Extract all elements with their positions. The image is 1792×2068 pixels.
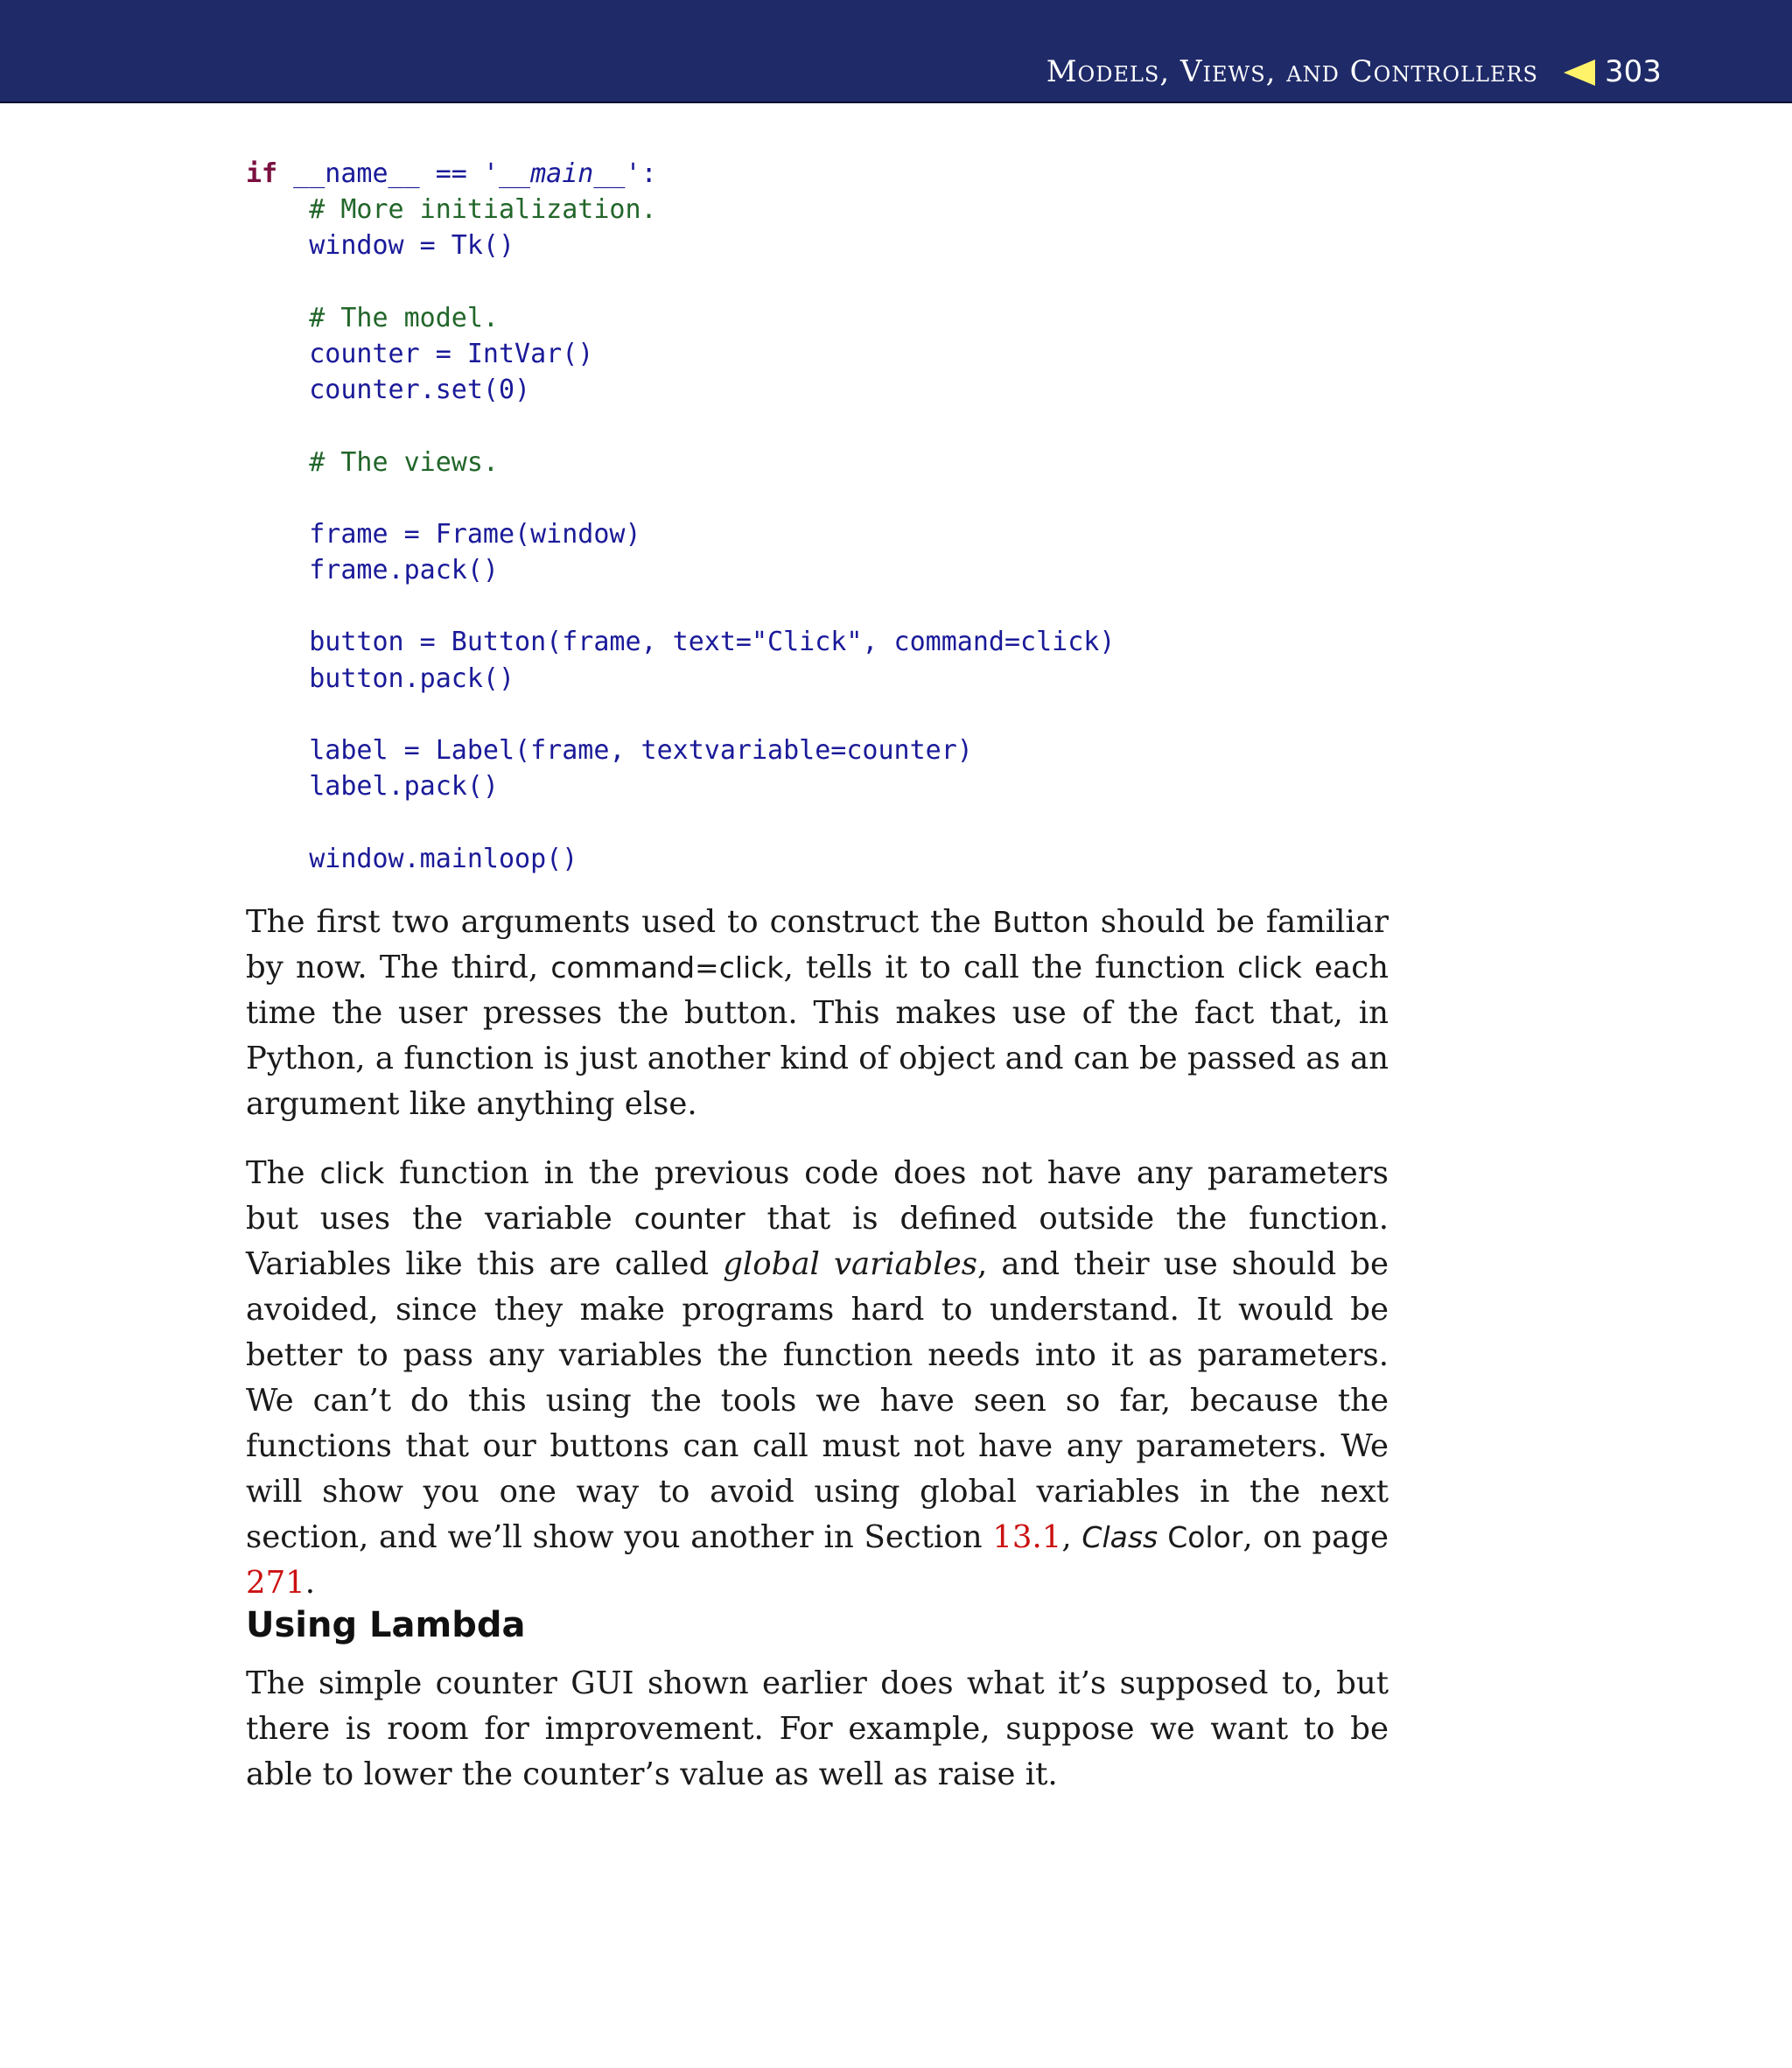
running-title: Models, Views, and Controllers xyxy=(1046,54,1538,89)
code-token: counter = IntVar() xyxy=(246,338,594,369)
left-arrow-icon xyxy=(1564,60,1595,86)
paragraph: The click function in the previous code does not have any parameters but uses the variable counter that is defined outside the function. Variables like this are called global variables, and their use should be avoided, since they make programs hard to understand. It would be better to pass any variables the function needs into it as parameters. We can’t do this using the tools we have seen so far, because the functions that our buttons can call must not have any parameters. We will show you one way to avoid using global variables in the next section, and we’ll show you another in Section 13.1, Class Color, on page 271. xyxy=(246,1155,1390,1601)
code-token: button.pack() xyxy=(246,662,515,694)
section-link[interactable]: 13.1 xyxy=(992,1519,1062,1555)
page-number: 303 xyxy=(1605,54,1662,89)
code-line xyxy=(246,445,1115,480)
code-line xyxy=(246,697,1115,733)
code-token: __name__ == xyxy=(277,158,483,189)
inline-code: Button xyxy=(992,905,1089,939)
code-line xyxy=(246,733,1115,768)
code-line xyxy=(246,228,1115,263)
page-link[interactable]: 271 xyxy=(246,1565,305,1601)
code-token: : xyxy=(640,158,657,189)
code-token: # More initialization. xyxy=(246,194,657,226)
code-line xyxy=(246,661,1115,697)
page-header xyxy=(0,0,1792,103)
code-listing xyxy=(246,156,1115,877)
code-token: window.mainloop() xyxy=(246,843,578,874)
code-line xyxy=(246,841,1115,877)
code-token: counter.set(0) xyxy=(246,375,531,406)
code-line xyxy=(246,768,1115,804)
code-line xyxy=(246,264,1115,300)
code-line xyxy=(246,300,1115,336)
code-token: window = Tk() xyxy=(246,230,515,262)
code-token: button = Button(frame, text="Click", command=click) xyxy=(246,627,1116,658)
code-token: label.pack() xyxy=(246,771,499,803)
code-line xyxy=(246,372,1115,408)
code-line xyxy=(246,192,1115,228)
inline-code: command=click xyxy=(550,950,784,985)
code-token: label = Label(frame, textvariable=counter) xyxy=(246,735,973,766)
code-line xyxy=(246,804,1115,840)
code-token: frame.pack() xyxy=(246,555,499,586)
code-token: # The model. xyxy=(246,302,499,333)
inline-code: Class xyxy=(1082,1520,1158,1554)
code-token: # The views. xyxy=(246,446,499,478)
paragraph: The simple counter GUI shown earlier does what it’s supposed to, but there is room for improvement. For example, suppose we want to be able to lower the counter’s value as well as raise it. xyxy=(246,1665,1389,1792)
code-line xyxy=(246,624,1115,660)
inline-code: click xyxy=(319,1156,385,1190)
code-line xyxy=(246,408,1115,444)
emphasis: global variables xyxy=(723,1246,977,1282)
code-line xyxy=(246,552,1115,588)
paragraph: The first two arguments used to construct the Button should be familiar by now. The third, command=click, tells it to call the function click each time the user presses the button. This makes use of the fact that, in Python, a function is just another kind of object and can be passed as an argument like anything else. xyxy=(246,904,1389,1122)
section-heading: Using Lambda xyxy=(246,1605,526,1645)
inline-code: click xyxy=(1237,950,1302,985)
inline-code: counter xyxy=(634,1202,746,1236)
code-line xyxy=(246,516,1115,552)
code-line xyxy=(246,336,1115,372)
code-line xyxy=(246,588,1115,624)
code-token: '__main__' xyxy=(482,158,641,189)
code-token: if xyxy=(246,158,278,189)
code-line xyxy=(246,480,1115,516)
code-token: frame = Frame(window) xyxy=(246,518,641,550)
inline-code: Color xyxy=(1158,1520,1243,1554)
code-line xyxy=(246,156,1115,192)
